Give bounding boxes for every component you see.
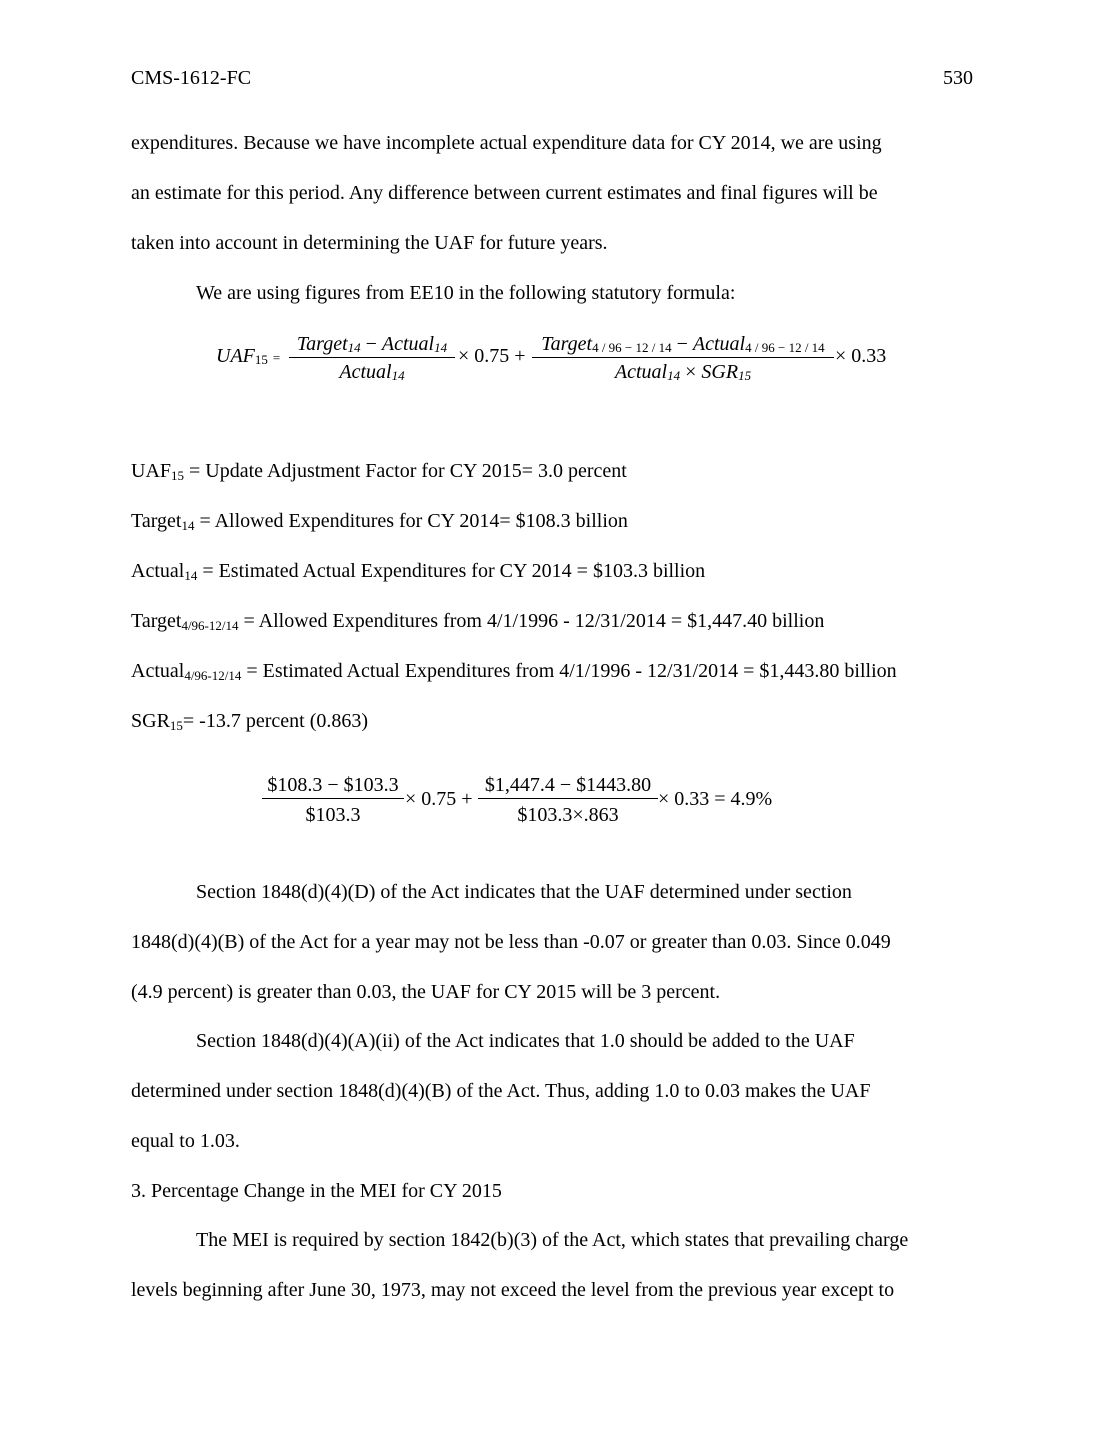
multiplier-2: × 0.33 — [835, 345, 887, 367]
formula-lhs: UAF15 = — [216, 345, 281, 367]
definition-sgr: $SGR_{15}= -13.7$ percent (0.863) — [131, 710, 369, 733]
document-id: CMS-1612-FC — [131, 67, 252, 89]
paragraph-line: an estimate for this period. Any difference between current estimates and final figures will be — [131, 182, 878, 204]
numeric-fraction-1-denominator: $103.3 — [305, 804, 361, 826]
definition-uaf: $UAF_{15}$ = Update Adjustment Factor for CY 2015= 3.0 percent — [131, 460, 627, 483]
numeric-result: × 0.33 = 4.9% — [658, 788, 773, 810]
fraction-2-denominator: Actual14 × SGR15 — [614, 361, 752, 383]
fraction-1-numerator: Target14 − Actual14 — [296, 333, 448, 355]
fraction-2-bar — [532, 357, 834, 358]
paragraph-line: taken into account in determining the UAF for future years. — [131, 232, 608, 254]
numeric-fraction-2-bar — [478, 798, 658, 799]
numeric-fraction-1-bar — [262, 798, 404, 799]
multiplier-1: × 0.75 + — [458, 345, 526, 367]
fraction-1-denominator: Actual14 — [339, 361, 405, 383]
paragraph-line: Section 1848(d)(4)(A)(ii) of the Act indicates that 1.0 should be added to the UAF — [196, 1030, 855, 1052]
fraction-2-numerator: Target4 / 96 − 12 / 14 − Actual4 / 96 − 12 / 14 — [541, 333, 825, 355]
paragraph-line: 1848(d)(4)(B) of the Act for a year may not be less than -0.07 or greater than 0.03. Since 0.049 — [131, 931, 891, 953]
section-heading: 3. Percentage Change in the MEI for CY 2015 — [131, 1180, 502, 1202]
numeric-fraction-1-numerator: $108.3 − $103.3 — [267, 774, 399, 796]
paragraph-line: Section 1848(d)(4)(D) of the Act indicates that the UAF determined under section — [196, 881, 852, 903]
numeric-fraction-2-numerator: $1,447.4 − $1443.80 — [484, 774, 652, 796]
numeric-fraction-2-denominator: $103.3×.863 — [517, 804, 619, 826]
page-number: 530 — [943, 67, 973, 89]
definition-actual-cumulative: Actual$_{4/96-12/14}$ = Estimated Actual Expenditures from 4/1/1996 - 12/31/2014 = $1,443.80 billion — [131, 660, 897, 683]
fraction-1-bar — [289, 357, 455, 358]
definition-target-cumulative: Target$_{4/96-12/14}$ = Allowed Expenditures from 4/1/1996 - 12/31/2014 = $1,447.40 billion — [131, 610, 825, 633]
paragraph-line: We are using figures from EE10 in the following statutory formula: — [196, 282, 736, 304]
paragraph-line: determined under section 1848(d)(4)(B) of the Act. Thus, adding 1.0 to 0.03 makes the UAF — [131, 1080, 871, 1102]
paragraph-line: levels beginning after June 30, 1973, may not exceed the level from the previous year except to — [131, 1279, 895, 1301]
definition-actual-14: Actual$_{14}$ = Estimated Actual Expenditures for CY 2014 = $103.3 billion — [131, 560, 706, 583]
paragraph-line: equal to 1.03. — [131, 1130, 240, 1152]
numeric-multiplier-1: × 0.75 + — [405, 788, 473, 810]
paragraph-line: (4.9 percent) is greater than 0.03, the UAF for CY 2015 will be 3 percent. — [131, 981, 721, 1003]
paragraph-line: The MEI is required by section 1842(b)(3) of the Act, which states that prevailing charge — [196, 1229, 909, 1251]
definition-target-14: Target$_{14}$ = Allowed Expenditures for CY 2014= $108.3 billion — [131, 510, 628, 533]
paragraph-line: expenditures. Because we have incomplete actual expenditure data for CY 2014, we are using — [131, 132, 882, 154]
